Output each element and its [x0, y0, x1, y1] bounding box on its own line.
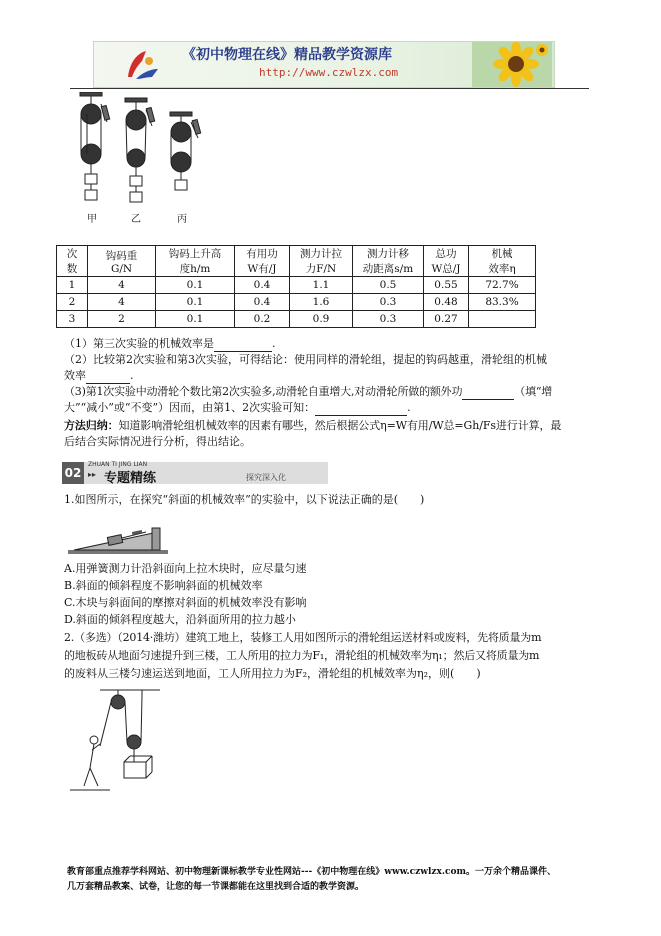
section-number: 02 [62, 462, 84, 484]
q2-line-2: 的地板砖从地面匀速提升到三楼，工人所用的拉力为F₁，滑轮组的机械效率为η₁；然后又将质量为m [64, 649, 540, 662]
table-cell: 83.3% [469, 294, 536, 311]
table-cell: 2 [88, 311, 156, 328]
q1-option-b[interactable]: B.斜面的倾斜程度不影响斜面的机械效率 [64, 579, 263, 592]
table-cell: 0.5 [353, 277, 424, 294]
question-2-line-a: （2）比较第2次实验和第3次实验，可得结论：使用同样的滑轮组，提起的钩码越重，滑轮组的机械 [64, 353, 547, 366]
banner-url[interactable]: http://www.czwlzx.com [259, 66, 399, 79]
arrow-icon: ▸▸ [88, 470, 97, 479]
method-summary-line-a: 方法归纳：知道影响滑轮组机械效率的因素有哪些，然后根据公式η=W有用/W总=Gh/Fs进行计算，最 [64, 419, 562, 432]
page-footer [67, 865, 556, 895]
table-cell: 0.4 [235, 294, 290, 311]
table-cell: 1 [57, 277, 88, 294]
method-summary-line-b: 后结合实际情况进行分析，得出结论。 [64, 435, 251, 448]
table-cell: 0.1 [156, 294, 235, 311]
question-2-line-b: 效率 . [64, 369, 134, 382]
footer-line-1: 教育部重点推荐学科网站、初中物理新课标教学专业性网站---《初中物理在线》www.czwlzx.com。一万余个精品课件、 [67, 867, 557, 877]
table-header-cell: 机械 效率η [469, 246, 536, 277]
section-subtitle: 探究深入化 [246, 473, 286, 482]
table-cell: 4 [88, 294, 156, 311]
table-cell: 0.3 [353, 311, 424, 328]
table-cell: 0.4 [235, 277, 290, 294]
q1-option-d[interactable]: D.斜面的倾斜程度越大，沿斜面所用的拉力越小 [64, 613, 296, 626]
question-1-line: （1）第三次实验的机械效率是 . [64, 337, 276, 350]
q1-option-c[interactable]: C.木块与斜面间的摩擦对斜面的机械效率没有影响 [64, 596, 307, 609]
section-title: 专题精练 [104, 471, 157, 486]
answer-blank[interactable] [462, 399, 514, 400]
table-cell: 2 [57, 294, 88, 311]
figure-label-bing: 丙 [177, 214, 187, 225]
table-cell: 1.6 [290, 294, 353, 311]
q1-stem: 1.如图所示，在探究“斜面的机械效率”的实验中，以下说法正确的是( ) [64, 493, 425, 506]
table-header-cell: 次 数 [57, 246, 88, 277]
worker-pulley-figure [70, 686, 180, 806]
table-cell: 3 [57, 311, 88, 328]
table-row [57, 277, 536, 294]
question-3-line-a: （3)第1次实验中动滑轮个数比第2次实验多,动滑轮自重增大,对动滑轮所做的额外功 （填“增 [64, 385, 553, 398]
table-cell [469, 311, 536, 328]
table-cell: 0.55 [424, 277, 469, 294]
table-header-cell: 测力计拉 力F/N [290, 246, 353, 277]
header-rule [70, 88, 589, 89]
table-header-cell: 测力计移 动距离s/m [353, 246, 424, 277]
experiment-table [56, 245, 536, 328]
header-banner [93, 41, 555, 88]
table-cell: 0.9 [290, 311, 353, 328]
footer-line-2: 几万套精品教案、试卷，让您的每一节课都能在这里找到合适的教学资源。 [67, 882, 365, 892]
section-pinyin: ZHUAN TI JING LIAN [88, 461, 148, 468]
site-logo-icon [122, 47, 162, 83]
table-header-row [57, 246, 536, 277]
table-row [57, 311, 536, 328]
q1-option-a[interactable]: A.用弹簧测力计沿斜面向上拉木块时，应尽量匀速 [64, 562, 307, 575]
banner-title: 《初中物理在线》精品教学资源库 [182, 47, 392, 63]
question-3-line-b: 大”“减小”或“不变”）因而，由第1、2次实验可知： . [64, 401, 411, 414]
table-cell: 1.1 [290, 277, 353, 294]
table-header-cell: 总功 W总/J [424, 246, 469, 277]
pulley-figure [70, 92, 210, 224]
incline-figure [68, 518, 168, 556]
table-cell: 0.2 [235, 311, 290, 328]
q2-line-1: 2.（多选）（2014·潍坊）建筑工地上，装修工人用如图所示的滑轮组运送材料或废料，先将质量为m [64, 631, 542, 644]
table-cell: 0.1 [156, 311, 235, 328]
figure-label-jia: 甲 [87, 214, 97, 225]
table-header-cell: 钩码上升高 度h/m [156, 246, 235, 277]
figure-label-yi: 乙 [131, 214, 141, 225]
sunflower-image [472, 42, 552, 87]
table-cell: 0.1 [156, 277, 235, 294]
table-cell: 0.27 [424, 311, 469, 328]
table-header-cell: 钩码重 G/N [88, 246, 156, 277]
table-row [57, 294, 536, 311]
table-cell: 4 [88, 277, 156, 294]
table-cell: 0.3 [353, 294, 424, 311]
table-header-cell: 有用功 W有/J [235, 246, 290, 277]
table-cell: 72.7% [469, 277, 536, 294]
answer-blank[interactable] [315, 415, 407, 416]
q2-line-3: 的废料从三楼匀速运送到地面，工人所用拉力为F₂，滑轮组的机械效率为η₂，则( ) [64, 667, 481, 680]
table-cell: 0.48 [424, 294, 469, 311]
